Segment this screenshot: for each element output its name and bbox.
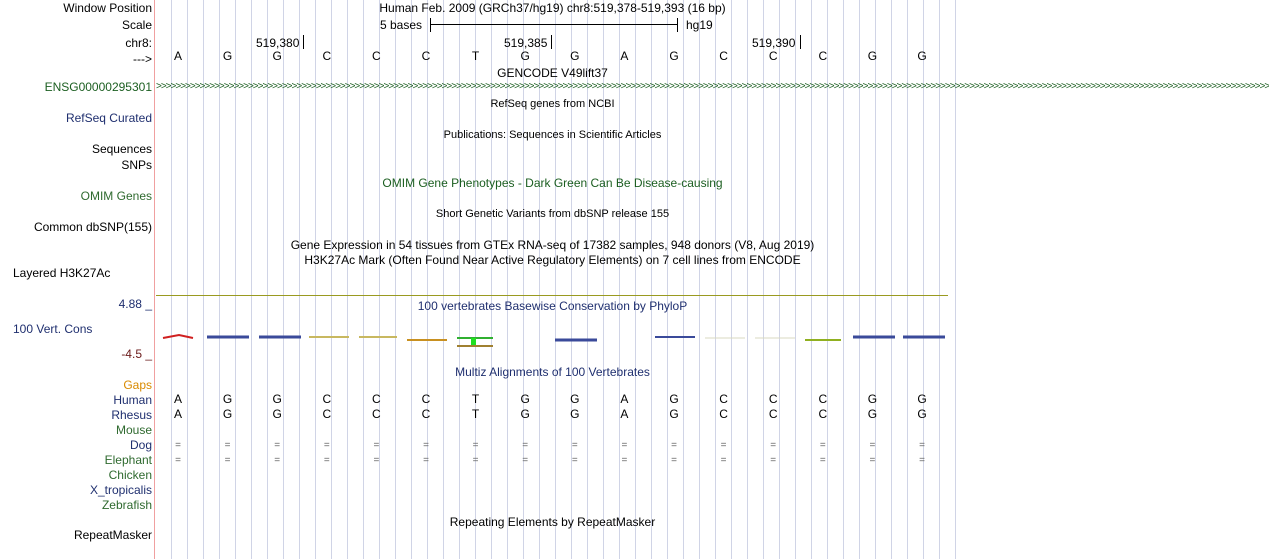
alignment-base: =	[621, 455, 628, 466]
alignment-base: G	[867, 392, 878, 406]
species-label[interactable]: Zebrafish	[101, 498, 152, 512]
gencode-gene-label[interactable]: ENSG00000295301	[44, 80, 152, 94]
alignment-base: G	[272, 392, 282, 406]
species-label[interactable]: Dog	[129, 438, 152, 452]
reference-base: C	[719, 49, 728, 63]
window-position-label: Window Position	[63, 1, 152, 15]
scale-bar-right	[677, 18, 678, 32]
scale-assembly: hg19	[686, 18, 713, 32]
reference-base: C	[372, 49, 381, 63]
alignment-base: =	[869, 455, 876, 466]
cons-title: 100 vertebrates Basewise Conservation by PhyloP	[417, 299, 688, 313]
sequences-label[interactable]: Sequences	[91, 142, 152, 156]
snps-label[interactable]: SNPs	[121, 158, 152, 172]
alignment-base: =	[522, 440, 529, 451]
alignment-base: =	[175, 455, 181, 466]
alignment-base: =	[224, 455, 231, 466]
reference-base: A	[620, 49, 629, 63]
alignment-base: G	[570, 392, 580, 406]
species-label[interactable]: X_tropicalis	[89, 483, 152, 497]
alignment-base: =	[819, 455, 826, 466]
gencode-gene-feature[interactable]: >>>>>>>>>>>>>>>>>>>>>>>>>>>>>>>>>>>>>>>>>>>>>>>>>>>>>>>>>>>>>>>>>>>>>>>>>>>>>>>>>>>>>>>>>>>>>>>>>>>>>>>>>>>>>>>>>>>>>>>>>>>>>>>>>>>>>>>>>>>>>>>>>>>>>>>>>>>>>>>>>>>>>>>>>>>>>>>>>>>>>>>>>>>>>>>>>>>>>>>>>>>>>>>>>>>>>>>>>>>>>>>>>>>>>>	[156, 81, 1269, 92]
alignment-base: G	[669, 392, 679, 406]
reference-base: G	[917, 49, 927, 63]
alignment-base: C	[768, 392, 778, 406]
alignment-base: C	[322, 407, 332, 421]
h3k27-baseline	[156, 295, 948, 296]
alignment-base: C	[719, 392, 728, 406]
coord-label: 519,385	[504, 36, 548, 50]
alignment-base: G	[520, 392, 530, 406]
alignment-base: G	[669, 407, 679, 421]
species-label[interactable]: Human	[113, 393, 152, 407]
alignment-base: C	[421, 392, 431, 406]
alignment-base: =	[720, 440, 727, 451]
alignment-base: G	[222, 392, 233, 406]
window-position-value: Human Feb. 2009 (GRCh37/hg19) chr8:519,378-519,393 (16 bp)	[379, 1, 726, 15]
alignment-base: =	[472, 455, 479, 466]
species-label[interactable]: Mouse	[115, 423, 152, 437]
alignment-base: A	[620, 407, 629, 421]
species-label[interactable]: Chicken	[108, 468, 152, 482]
gaps-label[interactable]: Gaps	[123, 378, 152, 392]
repeatmasker-title: Repeating Elements by RepeatMasker	[449, 515, 656, 529]
alignment-base: =	[175, 440, 181, 451]
cons-label[interactable]: 100 Vert. Cons	[13, 322, 93, 336]
gtex-title: Gene Expression in 54 tissues from GTEx RNA-seq of 17382 samples, 948 donors (V8, Aug 2019)	[290, 238, 815, 252]
dbsnp-title: Short Genetic Variants from dbSNP release 155	[435, 208, 670, 220]
reference-base: G	[272, 49, 282, 63]
coord-tick	[551, 35, 552, 49]
alignment-base: =	[274, 440, 281, 451]
coord-label: 519,380	[256, 36, 300, 50]
alignment-base: =	[522, 455, 529, 466]
chrom-label: chr8:	[125, 36, 152, 50]
alignment-base: =	[323, 455, 330, 466]
reference-base: C	[818, 49, 828, 63]
strand-label: --->	[133, 52, 152, 66]
alignment-base: C	[372, 407, 381, 421]
alignment-base: =	[671, 455, 677, 466]
multiz-title: Multiz Alignments of 100 Vertebrates	[455, 365, 650, 379]
reference-base: G	[520, 49, 530, 63]
gencode-title: GENCODE V49lift37	[497, 66, 608, 80]
alignment-base: =	[571, 455, 578, 466]
reference-base: G	[222, 49, 233, 63]
omim-title: OMIM Gene Phenotypes - Dark Green Can Be Disease-causing	[382, 176, 723, 190]
reference-base: G	[867, 49, 878, 63]
alignment-base: =	[571, 440, 578, 451]
alignment-base: G	[917, 407, 927, 421]
alignment-base: =	[770, 440, 777, 451]
alignment-base: G	[867, 407, 878, 421]
track-label-divider	[154, 0, 155, 559]
scale-label: Scale	[121, 18, 152, 32]
alignment-base: G	[917, 392, 927, 406]
scale-value: 5 bases	[380, 18, 423, 32]
alignment-base: G	[272, 407, 282, 421]
repeatmasker-label[interactable]: RepeatMasker	[73, 528, 152, 542]
alignment-base: =	[819, 440, 826, 451]
alignment-base: =	[224, 440, 231, 451]
cons-mark-green-bar	[471, 338, 476, 346]
alignment-base: G	[570, 407, 580, 421]
alignment-base: A	[173, 392, 182, 406]
refseq-title: RefSeq genes from NCBI	[490, 98, 615, 110]
species-label[interactable]: Rhesus	[111, 408, 152, 422]
cons-mark-red	[163, 335, 193, 338]
alignment-base: =	[423, 440, 429, 451]
alignment-base: C	[372, 392, 381, 406]
coord-tick	[303, 35, 304, 49]
reference-base: C	[768, 49, 778, 63]
refseq-label[interactable]: RefSeq Curated	[65, 111, 152, 125]
omim-label[interactable]: OMIM Genes	[80, 189, 152, 203]
alignment-base: A	[173, 407, 182, 421]
alignment-base: A	[620, 392, 629, 406]
publications-title: Publications: Sequences in Scientific Articles	[443, 129, 662, 141]
reference-base: A	[173, 49, 182, 63]
cons-min-label: -4.5 _	[121, 347, 152, 361]
alignment-base: C	[768, 407, 778, 421]
coord-tick	[800, 35, 801, 49]
alignment-base: =	[720, 455, 727, 466]
alignment-base: C	[421, 407, 431, 421]
alignment-base: =	[919, 440, 925, 451]
dbsnp-label[interactable]: Common dbSNP(155)	[33, 220, 152, 234]
alignment-base: =	[323, 440, 330, 451]
alignment-base: C	[818, 392, 828, 406]
alignment-base: =	[869, 440, 876, 451]
alignment-base: G	[520, 407, 530, 421]
scale-bar	[430, 24, 678, 25]
alignment-base: =	[373, 440, 380, 451]
alignment-base: =	[423, 455, 429, 466]
alignment-base: T	[471, 407, 480, 421]
alignment-base: C	[818, 407, 828, 421]
species-label[interactable]: Elephant	[104, 453, 152, 467]
alignment-base: C	[322, 392, 332, 406]
alignment-base: =	[770, 455, 777, 466]
alignment-base: =	[373, 455, 380, 466]
alignment-base: =	[671, 440, 677, 451]
alignment-base: G	[222, 407, 233, 421]
h3k27-title: H3K27Ac Mark (Often Found Near Active Regulatory Elements) on 7 cell lines from ENCODE	[304, 253, 801, 267]
reference-base: T	[471, 49, 480, 63]
reference-base: G	[669, 49, 679, 63]
alignment-base: =	[919, 455, 925, 466]
h3k27-label[interactable]: Layered H3K27Ac	[13, 266, 111, 280]
alignment-base: =	[621, 440, 628, 451]
alignment-base: =	[472, 440, 479, 451]
reference-base: C	[421, 49, 431, 63]
scale-bar-left	[430, 18, 431, 32]
reference-base: G	[570, 49, 580, 63]
alignment-base: =	[274, 455, 281, 466]
reference-base: C	[322, 49, 332, 63]
cons-max-label: 4.88 _	[118, 297, 152, 311]
alignment-base: C	[719, 407, 728, 421]
alignment-base: T	[471, 392, 480, 406]
coord-label: 519,390	[752, 36, 796, 50]
conservation-signal[interactable]	[155, 328, 950, 350]
